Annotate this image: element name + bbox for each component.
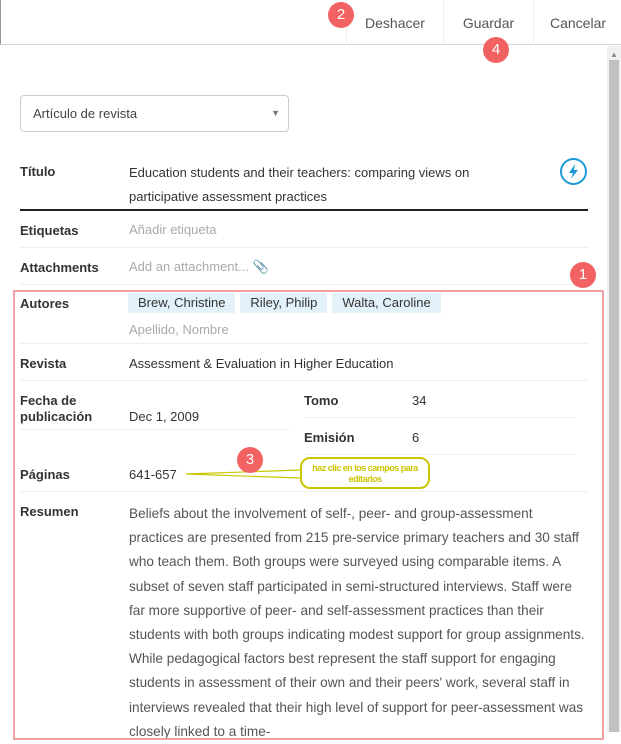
author-input[interactable]: Apellido, Nombre <box>129 322 229 337</box>
save-button[interactable]: Guardar <box>443 0 533 45</box>
tutorial-callout: haz clic en los campos para editarlos <box>300 457 430 489</box>
scroll-up-icon[interactable]: ▲ <box>610 50 618 59</box>
issue-field[interactable]: 6 <box>412 430 420 445</box>
tutorial-badge: 1 <box>570 262 596 288</box>
author-chip[interactable]: Riley, Philip <box>240 293 327 313</box>
chevron-down-icon: ▼ <box>271 108 280 118</box>
tags-input[interactable]: Añadir etiqueta <box>129 222 217 237</box>
undo-button[interactable]: Deshacer <box>346 0 443 45</box>
item-type-value: Artículo de revista <box>33 106 138 121</box>
abstract-label: Resumen <box>20 504 79 519</box>
toolbar <box>0 0 621 45</box>
scrollbar-thumb[interactable] <box>609 60 619 732</box>
tags-label: Etiquetas <box>20 223 79 238</box>
pages-label: Páginas <box>20 467 70 482</box>
tutorial-highlight <box>13 290 604 740</box>
date-label: Fecha de publicación <box>20 393 93 424</box>
journal-label: Revista <box>20 356 67 371</box>
issue-label: Emisión <box>304 430 355 445</box>
tutorial-badge: 3 <box>237 447 263 473</box>
date-field[interactable]: Dec 1, 2009 <box>129 409 200 424</box>
scrollbar[interactable] <box>607 46 621 732</box>
title-label: Título <box>20 164 56 179</box>
attachments-placeholder: Add an attachment... <box>129 259 249 274</box>
attachments-input[interactable] <box>129 255 269 279</box>
pages-field[interactable]: 641-657 <box>129 467 177 482</box>
cancel-button[interactable]: Cancelar <box>533 0 621 45</box>
journal-field[interactable]: Assessment & Evaluation in Higher Education <box>129 356 394 371</box>
divider <box>20 247 588 248</box>
lightning-icon[interactable] <box>559 157 588 186</box>
tutorial-badge: 2 <box>328 2 354 28</box>
item-type-select[interactable] <box>20 95 289 132</box>
title-underline <box>20 209 588 211</box>
title-field[interactable]: Education students and their teachers: comparing views on participative assessment practices <box>129 165 470 204</box>
volume-label: Tomo <box>304 393 339 408</box>
tutorial-badge: 4 <box>483 37 509 63</box>
author-chip[interactable]: Walta, Caroline <box>332 293 440 313</box>
abstract-field[interactable]: Beliefs about the involvement of self-, peer- and group-assessment practices are presented from 215 pre-service primary teachers and 30 staff who teach them. Both groups were surveyed using comparable items. A subset of seven staff participated in semi-structured interviews. Staff were far more supportive of peer- and self-assessment practices than their students with both groups indicating modest support for group assignments. While pedagogical factors best represent the staff support for engaging students in assessment of their own and their peers' work, several staff in interviews revealed that their high level of support for peer-assessment was closely linked to a time- <box>129 506 585 739</box>
paperclip-icon: 📎 <box>252 259 269 274</box>
divider <box>20 284 588 285</box>
authors-label: Autores <box>20 296 70 311</box>
volume-field[interactable]: 34 <box>412 393 427 408</box>
attachments-label: Attachments <box>20 260 99 275</box>
author-chip[interactable]: Brew, Christine <box>128 293 235 313</box>
